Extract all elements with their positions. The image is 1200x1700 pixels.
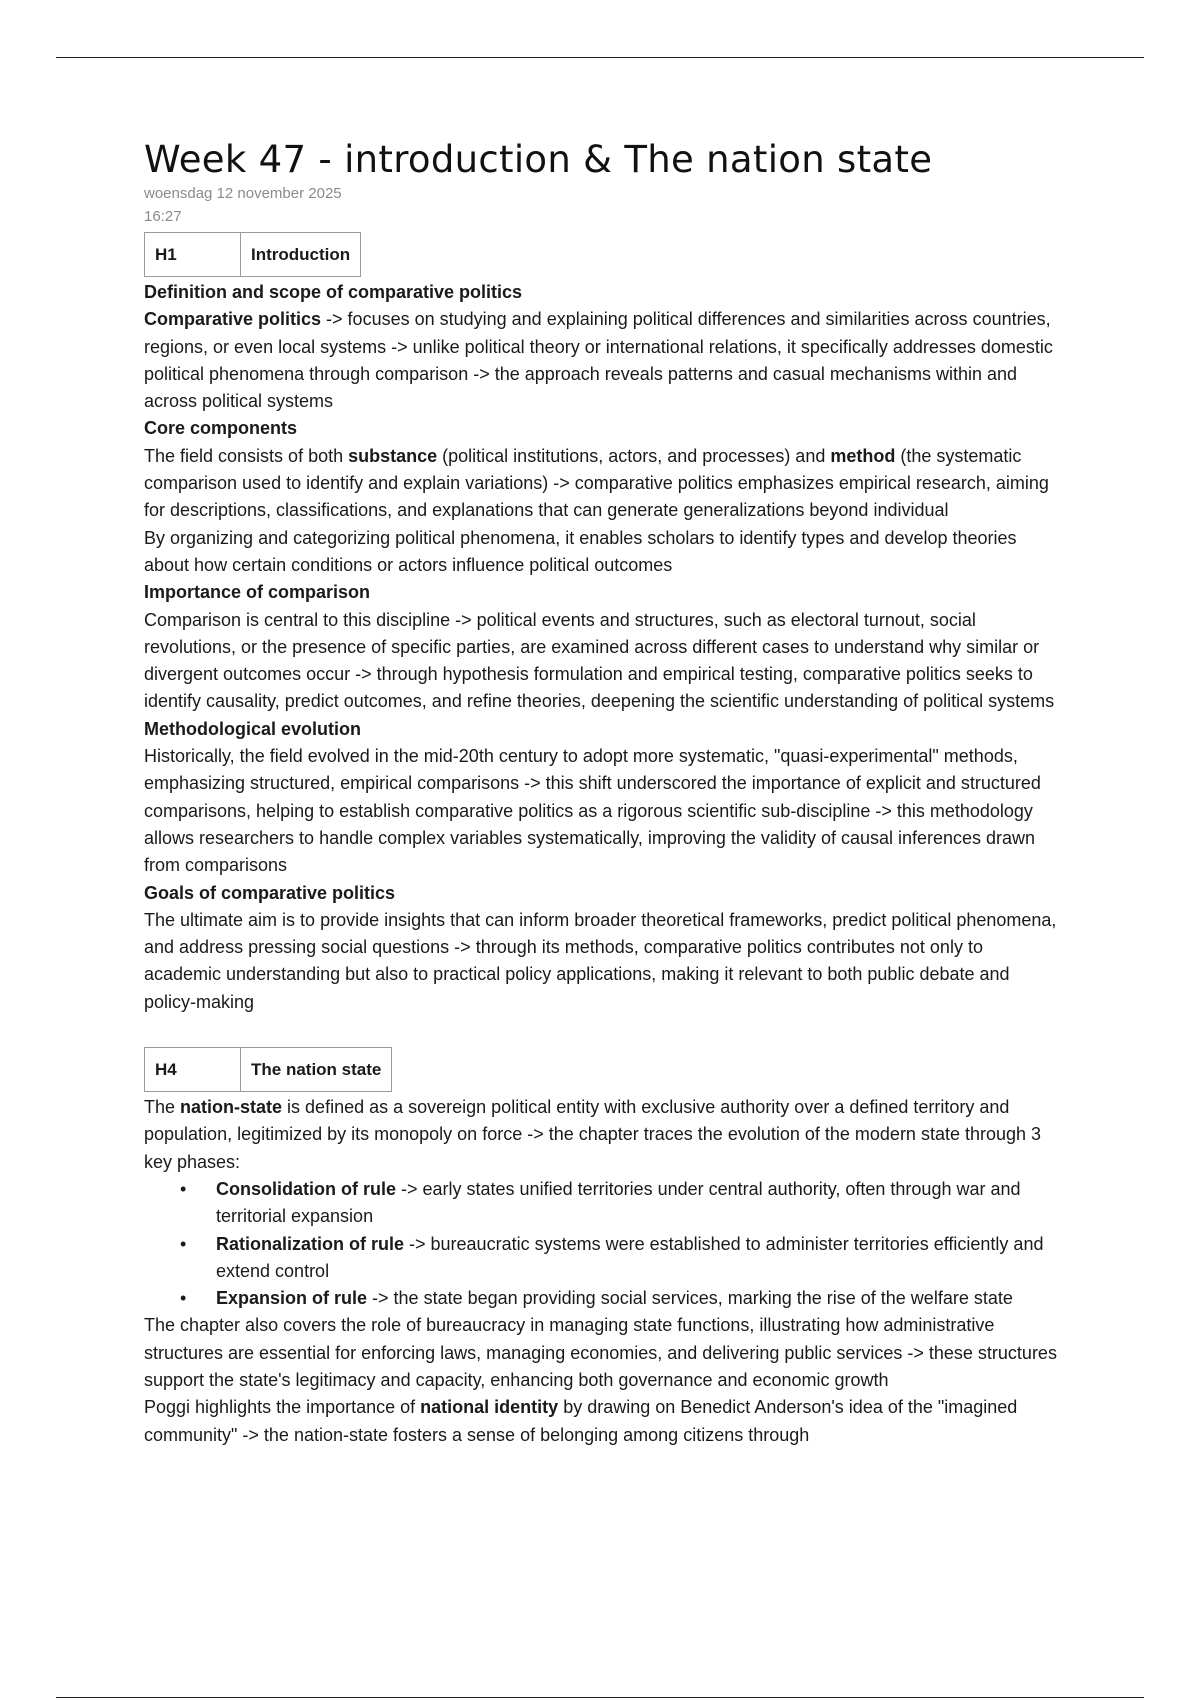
paragraph <box>144 1312 1064 1394</box>
bold-term: Consolidation of rule <box>216 1178 396 1199</box>
note-page <box>144 138 1064 1449</box>
subheading: Core components <box>144 418 298 439</box>
section1-title: Introduction <box>241 233 361 277</box>
text-run: Historically, the field evolved in the mid-20th century to adopt more systematic, "quasi-experimental" methods, emphasizing structured, empirical comparisons -> this shift underscored the importance of explicit and structured comparisons, helping to establish comparative politics as a rigorous scientific sub-discipline -> this methodology allows researchers to handle complex variables systematically, improving the validity of causal inferences drawn from comparisons <box>144 746 1041 876</box>
paragraph <box>144 443 1064 525</box>
section1-body <box>144 279 1064 1016</box>
text-run: -> the state began providing social services, marking the rise of the welfare state <box>367 1288 1013 1309</box>
text-run: -> focuses on studying and explaining political differences and similarities across countries, regions, or even local systems -> unlike political theory or international relations, it specifically addresses domestic political phenomena through comparison -> the approach reveals patterns and casual mechanisms within and across political systems <box>144 309 1053 412</box>
text-run: -> bureaucratic systems were established to administer territories efficiently and extend control <box>216 1233 1044 1281</box>
subheading: Definition and scope of comparative politics <box>144 282 523 302</box>
text-run: By organizing and categorizing political phenomena, it enables scholars to identify types and develop theories about how certain conditions or actors influence political outcomes <box>144 527 1017 575</box>
text-run: The <box>144 1097 181 1118</box>
bold-term: method <box>830 445 896 466</box>
bold-term: Rationalization of rule <box>216 1233 405 1254</box>
section1-code: H1 <box>145 233 241 277</box>
section2-code: H4 <box>145 1048 241 1092</box>
section2-intro <box>144 1094 1064 1176</box>
paragraph <box>144 607 1064 716</box>
section-spacer <box>144 1016 1064 1043</box>
text-run: Comparison is central to this discipline -> political events and structures, such as electoral turnout, social revolutions, or the presence of specific parties, are examined across different cases to understand why similar or divergent outcomes occur -> through hypothesis formulation and empirical testing, comparative politics seeks to identify causality, predict outcomes, and refine theories, deepening the scientific understanding of political systems <box>144 609 1055 712</box>
text-run: The chapter also covers the role of bureaucracy in managing state functions, illustrating how administrative structures are essential for enforcing laws, managing economies, and delivering public services -> these structures support the state's legitimacy and capacity, enhancing both governance and economic growth <box>144 1315 1057 1390</box>
paragraph <box>144 525 1064 580</box>
phase-list-item <box>180 1285 1064 1312</box>
section1-header-table <box>144 232 361 277</box>
note-time: 16:27 <box>144 208 182 225</box>
text-run: Poggi highlights the importance of <box>144 1397 421 1418</box>
phase-list <box>144 1176 1064 1312</box>
bold-term: Comparative politics <box>144 309 322 330</box>
text-run: -> early states unified territories under central authority, often through war and territorial expansion <box>216 1178 1021 1227</box>
bottom-rule <box>56 1697 1144 1698</box>
note-date: woensdag 12 november 2025 <box>144 185 342 202</box>
bullet-icon: • <box>180 1288 187 1309</box>
paragraph <box>144 743 1064 879</box>
paragraph <box>144 1394 1064 1449</box>
paragraph <box>144 907 1064 1016</box>
paragraph <box>144 306 1064 415</box>
bullet-icon: • <box>180 1233 187 1254</box>
bold-term: nation-state <box>180 1097 283 1118</box>
subheading: Goals of comparative politics <box>144 882 396 903</box>
subheading: Importance of comparison <box>144 582 371 603</box>
text-run: (the systematic comparison used to identify and explain variations) -> comparative politics emphasizes empirical research, aiming for descriptions, classifications, and explanations that can generate generalizations beyond individual <box>144 445 1049 521</box>
bold-term: national identity <box>420 1397 559 1418</box>
text-run: (political institutions, actors, and processes) and <box>437 445 831 466</box>
top-rule <box>56 57 1144 58</box>
text-run: The field consists of both <box>144 445 349 466</box>
section2-header-table <box>144 1047 392 1092</box>
text-run: by drawing on Benedict Anderson's idea of the "imagined community" -> the nation-state fosters a sense of belonging among citizens through <box>144 1397 1018 1445</box>
section2-title: The nation state <box>241 1048 392 1092</box>
text-run: is defined as a sovereign political entity with exclusive authority over a defined territory and population, legitimized by its monopoly on force -> the chapter traces the evolution of the modern state through 3 key phases: <box>144 1097 1042 1172</box>
section2-body <box>144 1312 1064 1448</box>
phase-list-item <box>180 1176 1064 1231</box>
phase-list-item <box>180 1231 1064 1286</box>
bullet-icon: • <box>180 1178 187 1199</box>
bold-term: substance <box>348 445 438 466</box>
text-run: The ultimate aim is to provide insights that can inform broader theoretical frameworks, predict political phenomena, and address pressing social questions -> through its methods, comparative politics contributes not only to academic understanding but also to practical policy applications, making it relevant to both public debate and policy-making <box>144 909 1057 1012</box>
page-title: Week 47 - introduction & The nation state <box>144 138 933 181</box>
bold-term: Expansion of rule <box>216 1288 368 1309</box>
subheading: Methodological evolution <box>144 718 361 739</box>
